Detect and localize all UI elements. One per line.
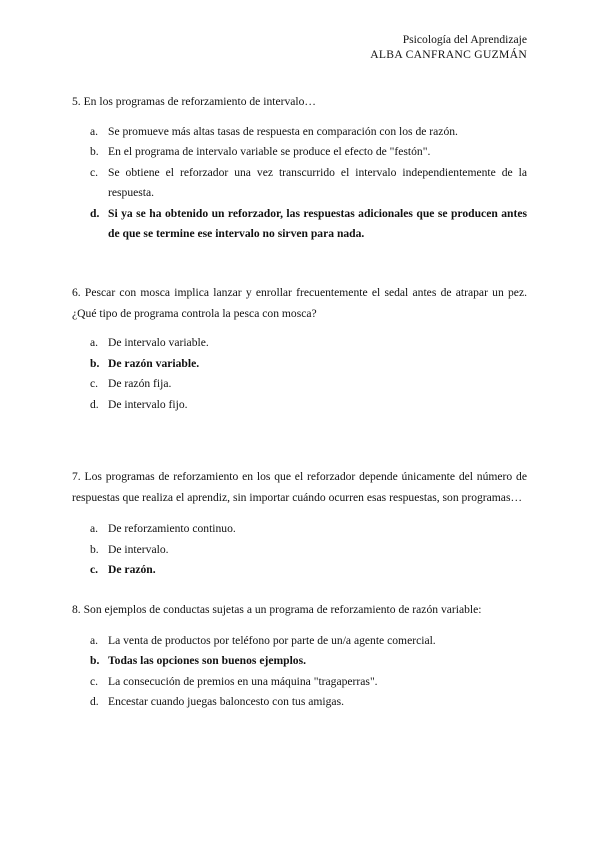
option-d: d. Encestar cuando juegas baloncesto con tus amigas. <box>90 695 344 708</box>
page-header <box>370 33 527 62</box>
option-c-correct: c. De razón. <box>90 563 156 576</box>
option-a: a. De reforzamiento continuo. <box>90 522 236 535</box>
option-list <box>72 631 527 713</box>
question-text: 7. Los programas de reforzamiento en los que el reforzador depende únicamente del número de respuestas que realiza el aprendiz, sin importar cuándo ocurren esas respuestas, son programas… <box>72 470 527 504</box>
question-8 <box>72 600 527 713</box>
header-subject: Psicología del Aprendizaje <box>402 33 527 46</box>
question-5 <box>72 92 527 245</box>
option-d: d. De intervalo fijo. <box>90 397 188 411</box>
option-d-correct: d. Si ya se ha obtenido un reforzador, las respuestas adicionales que se producen antes de que se termine ese intervalo no sirven para nada. <box>90 206 527 240</box>
header-author: ALBA CANFRANC GUZMÁN <box>370 47 527 61</box>
option-list <box>72 519 527 581</box>
option-c: c. La consecución de premios en una máquina "tragaperras". <box>90 674 378 688</box>
option-a: a. Se promueve más altas tasas de respuesta en comparación con los de razón. <box>90 124 458 138</box>
option-list <box>72 122 527 245</box>
option-a: a. La venta de productos por teléfono por parte de un/a agente comercial. <box>90 633 436 647</box>
option-list <box>72 333 527 415</box>
option-b-correct: b. De razón variable. <box>90 356 200 370</box>
question-6 <box>72 283 527 415</box>
option-c: c. De razón fija. <box>90 377 172 390</box>
question-text: 5. En los programas de reforzamiento de intervalo… <box>72 95 317 108</box>
question-text: 6. Pescar con mosca implica lanzar y enrollar frecuentemente el sedal antes de atrapar un pez. ¿Qué tipo de programa controla la pesca con mosca? <box>72 286 527 320</box>
option-c: c. Se obtiene el reforzador una vez transcurrido el intervalo independientemente de la respuesta. <box>90 165 527 199</box>
option-a: a. De intervalo variable. <box>90 336 209 349</box>
question-text: 8. Son ejemplos de conductas sujetas a un programa de reforzamiento de razón variable: <box>72 603 482 616</box>
question-7 <box>72 467 527 581</box>
option-b-correct: b. Todas las opciones son buenos ejemplos. <box>90 654 306 667</box>
option-b: b. De intervalo. <box>90 542 169 556</box>
option-b: b. En el programa de intervalo variable se produce el efecto de "festón". <box>90 145 431 158</box>
